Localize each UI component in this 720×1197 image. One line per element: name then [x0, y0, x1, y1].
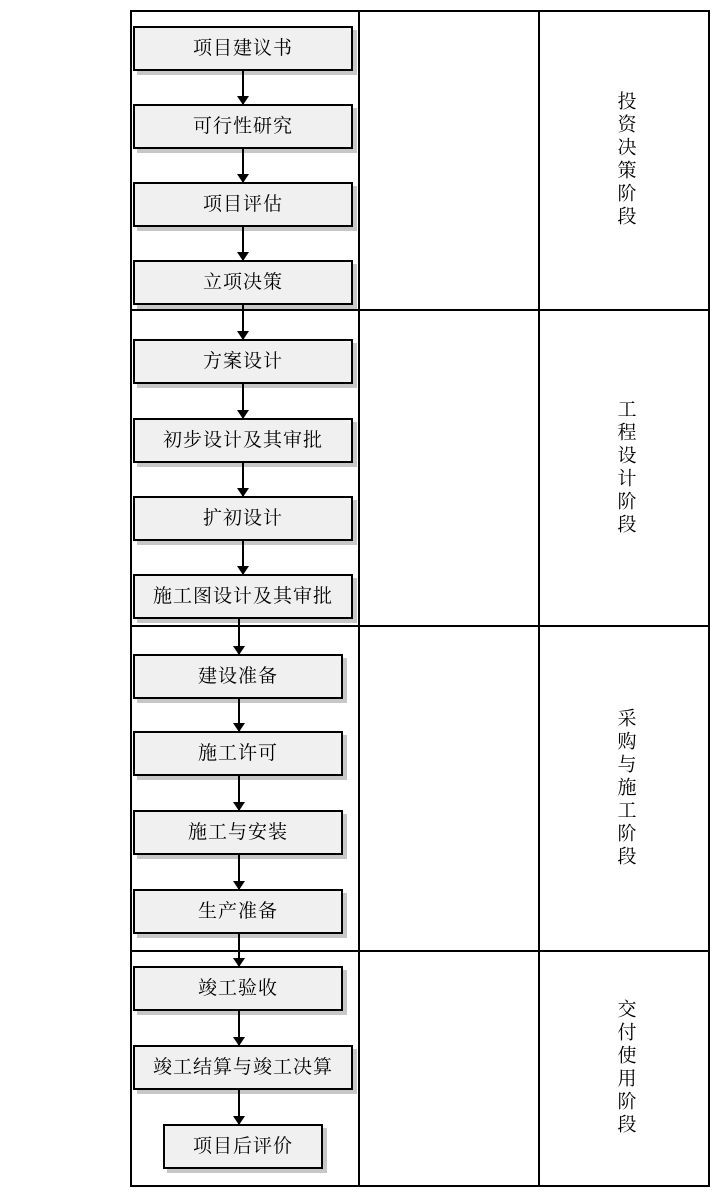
- node-final-settlement-accounts[interactable]: [133, 1045, 353, 1090]
- arrow-n3-n4: [242, 227, 244, 260]
- node-construction-installation[interactable]: [133, 810, 343, 855]
- node-label: 建设准备: [197, 666, 278, 687]
- node-project-proposal[interactable]: [133, 26, 353, 71]
- arrow-n4-n5: [242, 305, 244, 339]
- node-label: 竣工结算与竣工决算: [152, 1057, 333, 1078]
- node-label: 扩初设计: [202, 508, 283, 529]
- frame-left-line: [130, 10, 132, 1187]
- node-label: 可行性研究: [192, 116, 293, 137]
- node-project-approval-decision[interactable]: [133, 260, 353, 305]
- node-preliminary-design-approval[interactable]: [133, 418, 353, 463]
- arrow-n6-n7: [242, 463, 244, 496]
- node-label: 施工图设计及其审批: [152, 586, 333, 607]
- node-label: 立项决策: [202, 272, 283, 293]
- node-label: 生产准备: [197, 901, 278, 922]
- frame-bottom-line: [130, 1185, 710, 1187]
- arrow-n11-n12: [238, 855, 240, 889]
- phase-label-text: 交付使用阶段: [614, 999, 636, 1137]
- node-label: 施工许可: [197, 743, 278, 764]
- node-label: 初步设计及其审批: [162, 430, 323, 451]
- node-construction-drawing-design-approval[interactable]: [133, 574, 353, 619]
- node-post-project-evaluation[interactable]: [163, 1124, 323, 1169]
- node-label: 竣工验收: [197, 978, 278, 999]
- node-production-preparation[interactable]: [133, 889, 343, 934]
- node-label: 方案设计: [202, 351, 283, 372]
- phase-label-engineering-design: [540, 311, 708, 624]
- arrow-n9-n10: [238, 699, 240, 731]
- node-construction-permit[interactable]: [133, 731, 343, 776]
- arrow-n13-n14: [238, 1011, 240, 1045]
- node-extended-preliminary-design[interactable]: [133, 496, 353, 541]
- node-scheme-design[interactable]: [133, 339, 353, 384]
- column-divider-1: [358, 10, 360, 1187]
- arrow-n1-n2: [242, 71, 244, 104]
- node-construction-preparation[interactable]: [133, 654, 343, 699]
- node-completion-acceptance[interactable]: [133, 966, 343, 1011]
- arrow-n8-n9: [238, 619, 240, 654]
- node-label: 施工与安装: [187, 822, 288, 843]
- arrow-n5-n6: [242, 384, 244, 418]
- phase-label-text: 投资决策阶段: [614, 91, 636, 229]
- node-label: 项目后评价: [192, 1136, 293, 1157]
- node-feasibility-study[interactable]: [133, 104, 353, 149]
- arrow-n14-n15: [238, 1090, 240, 1124]
- node-label: 项目建议书: [192, 38, 293, 59]
- node-label: 项目评估: [202, 194, 283, 215]
- frame-right-line: [708, 10, 710, 1187]
- phase-label-text: 工程设计阶段: [614, 398, 636, 537]
- phase-label-investment-decision: [540, 12, 708, 308]
- node-project-appraisal[interactable]: [133, 182, 353, 227]
- arrow-n12-n13: [238, 934, 240, 966]
- phase-label-text: 采购与施工阶段: [614, 707, 636, 869]
- arrow-n7-n8: [242, 541, 244, 574]
- phase-label-delivery-use: [540, 952, 708, 1184]
- arrow-n2-n3: [242, 149, 244, 182]
- phase-label-procurement-construction: [540, 627, 708, 949]
- arrow-n10-n11: [238, 776, 240, 810]
